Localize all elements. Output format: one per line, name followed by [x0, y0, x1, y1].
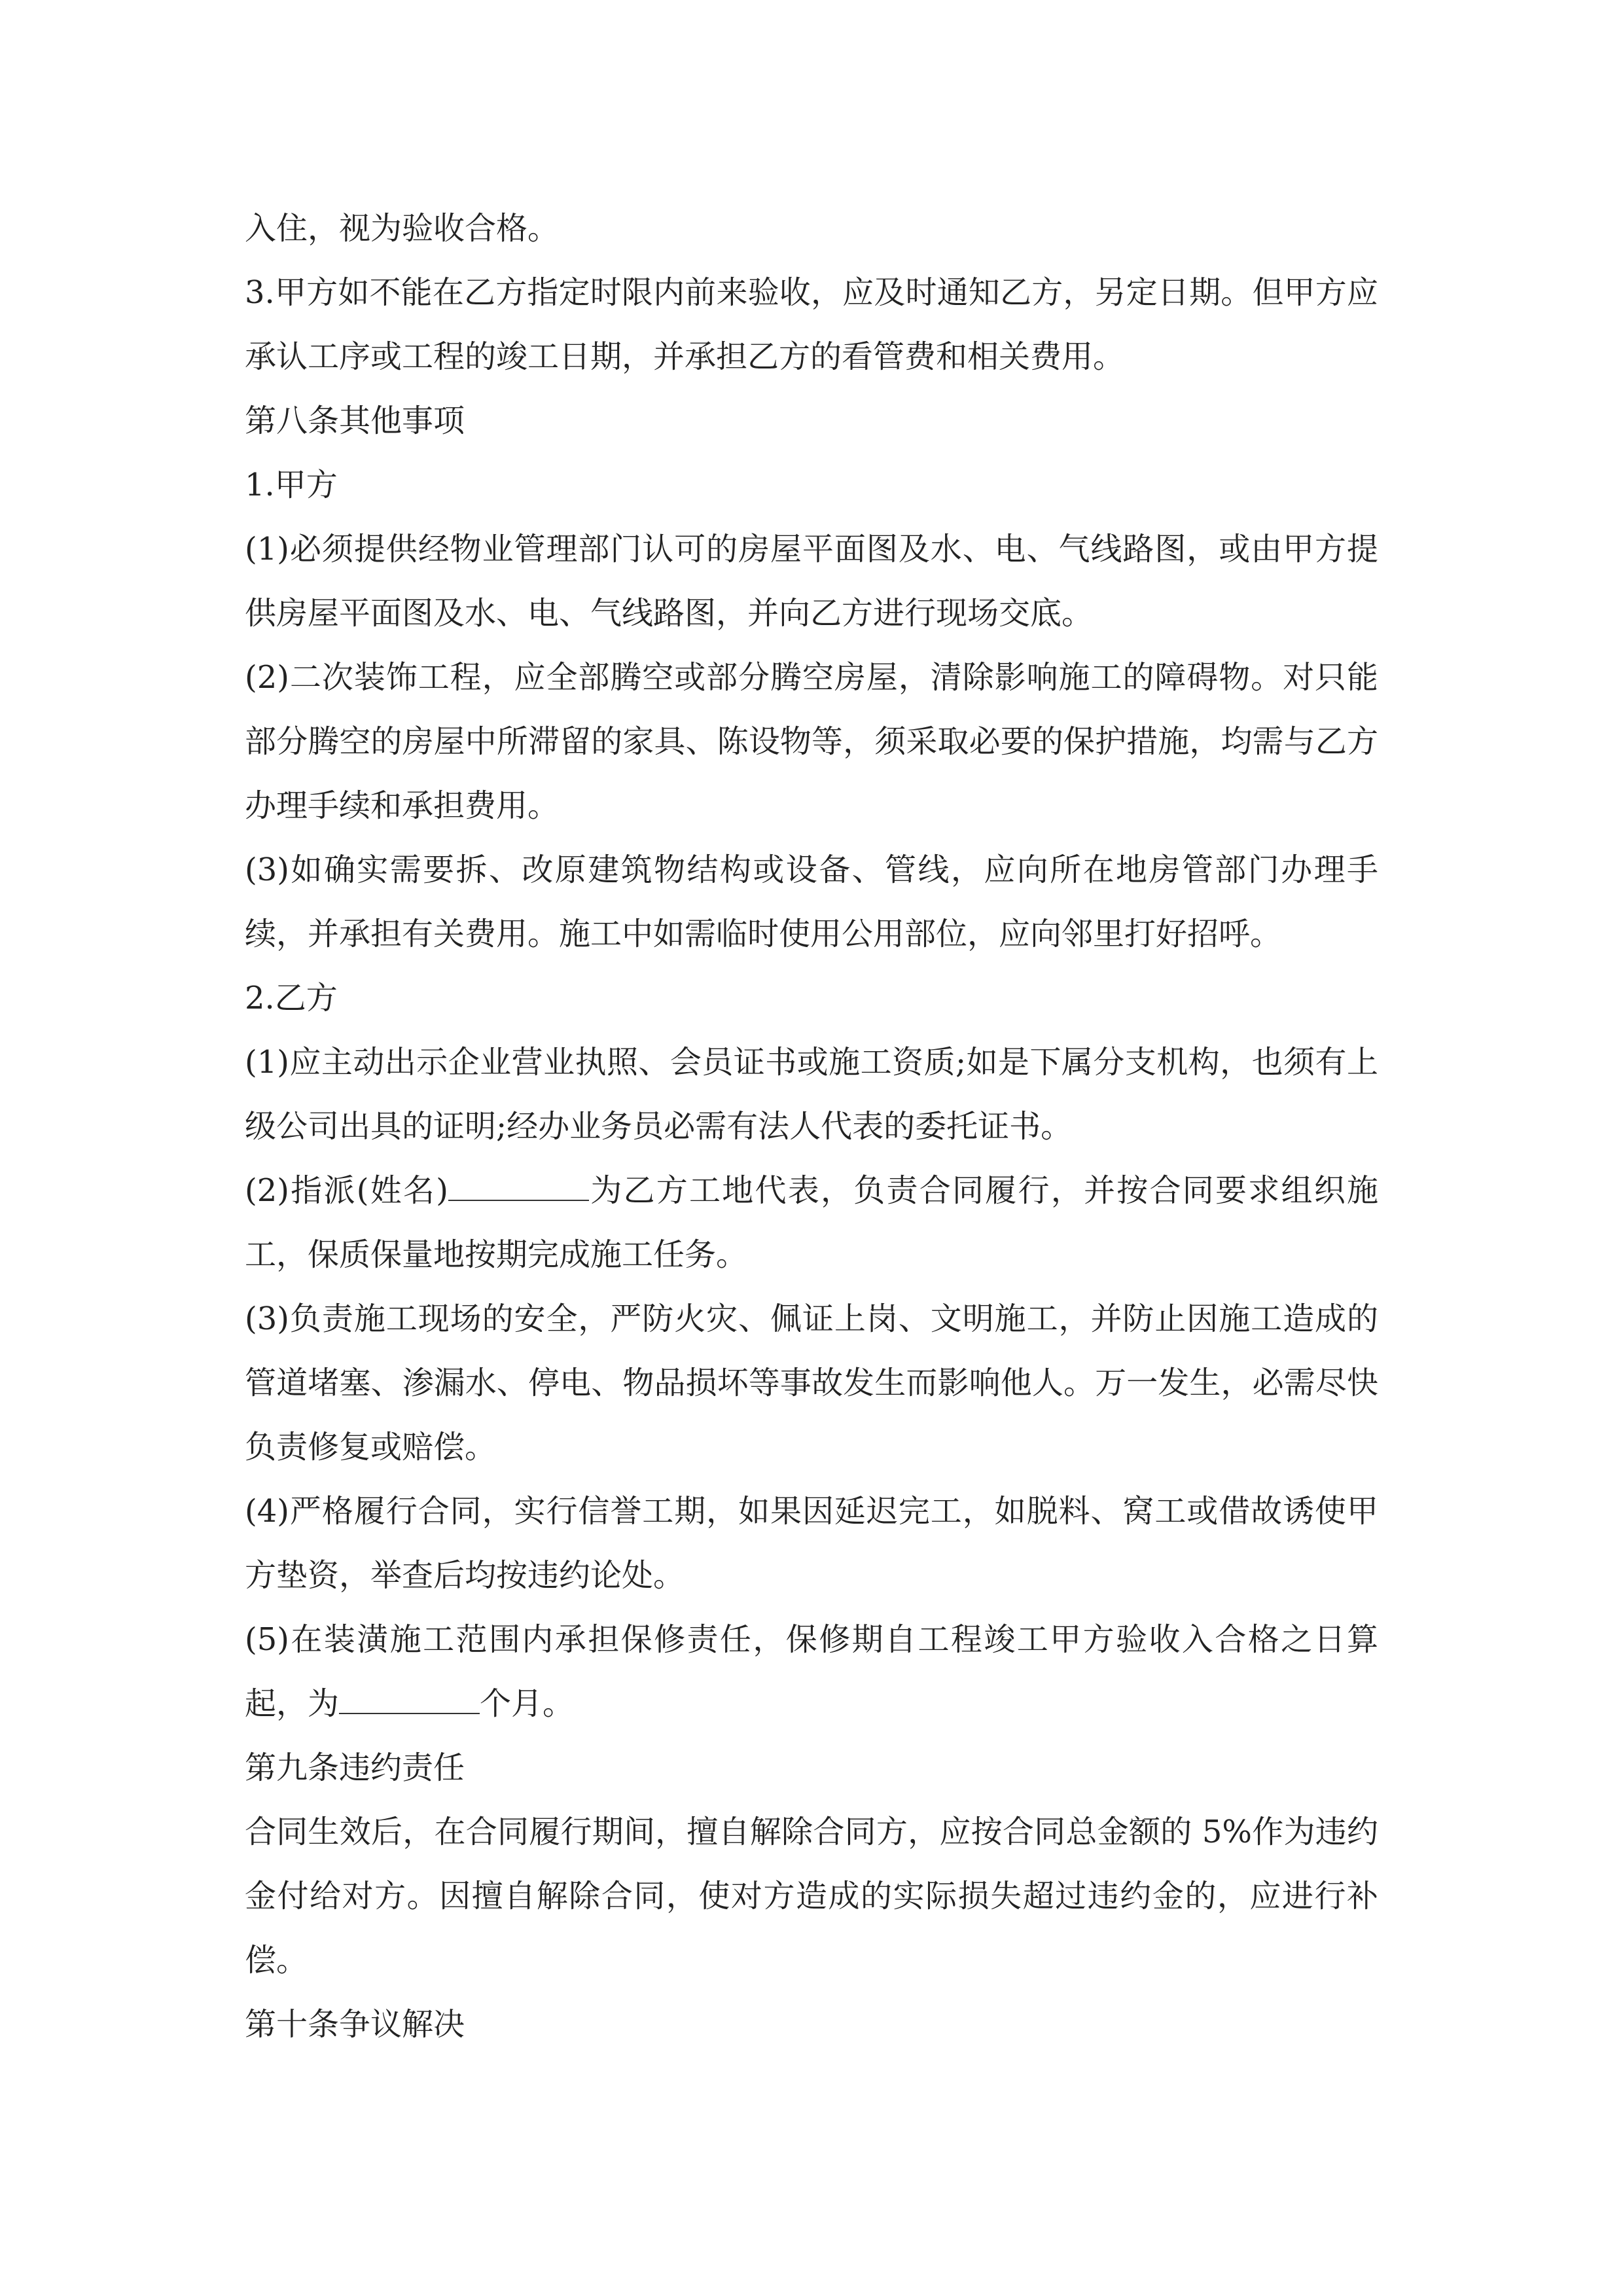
section-heading: 第八条其他事项	[245, 403, 465, 439]
paragraph: (1)必须提供经物业管理部门认可的房屋平面图及水、电、气线路图，或由甲方提供房屋平面图及水、电、气线路图，并向乙方进行现场交底。	[245, 531, 1378, 632]
paragraph-text: 个月。	[480, 1685, 575, 1722]
paragraph: 合同生效后，在合同履行期间，擅自解除合同方，应按合同总金额的 5%作为违约金付给对方。因擅自解除合同，使对方造成的实际损失超过违约金的，应进行补偿。	[245, 1814, 1378, 1979]
subsection-heading: 1.甲方	[245, 467, 338, 503]
paragraph: (1)应主动出示企业营业执照、会员证书或施工资质;如是下属分支机构，也须有上级公司出具的证明;经办业务员必需有法人代表的委托证书。	[245, 1044, 1378, 1145]
paragraph: (3)如确实需要拆、改原建筑物结构或设备、管线，应向所在地房管部门办理手续，并承担有关费用。施工中如需临时使用公用部位，应向邻里打好招呼。	[245, 852, 1378, 952]
fill-in-blank	[448, 1171, 589, 1201]
subsection-heading: 2.乙方	[245, 980, 338, 1016]
paragraph-text: (2)指派(姓名)	[245, 1172, 448, 1209]
paragraph: 3.甲方如不能在乙方指定时限内前来验收，应及时通知乙方，另定日期。但甲方应承认工序或工程的竣工日期，并承担乙方的看管费和相关费用。	[245, 274, 1378, 375]
fill-in-blank	[339, 1684, 480, 1714]
paragraph-with-blank	[245, 1158, 1378, 1287]
paragraph: 入住，视为验收合格。	[245, 210, 560, 247]
paragraph-text: 为乙方工地代表，负责合同履行，并按合同要求组织施工，保质保量地按期完成施工任务。	[245, 1172, 1378, 1273]
document-body	[245, 196, 1378, 2056]
paragraph: (3)负责施工现场的安全，严防火灾、佩证上岗、文明施工，并防止因施工造成的管道堵塞、渗漏水、停电、物品损坏等事故发生而影响他人。万一发生，必需尽快负责修复或赔偿。	[245, 1300, 1378, 1465]
section-heading: 第十条争议解决	[245, 2006, 465, 2043]
paragraph: (4)严格履行合同，实行信誉工期，如果因延迟完工，如脱料、窝工或借故诱使甲方垫资，举查后均按违约论处。	[245, 1493, 1378, 1594]
paragraph-text: (5)在装潢施工范围内承担保修责任，保修期自工程竣工甲方验收入合格之日算起，为	[245, 1621, 1378, 1722]
section-heading: 第九条违约责任	[245, 1749, 465, 1786]
paragraph-with-blank	[245, 1607, 1378, 1736]
paragraph: (2)二次装饰工程，应全部腾空或部分腾空房屋，清除影响施工的障碍物。对只能部分腾空的房屋中所滞留的家具、陈设物等，须采取必要的保护措施，均需与乙方办理手续和承担费用。	[245, 659, 1378, 824]
